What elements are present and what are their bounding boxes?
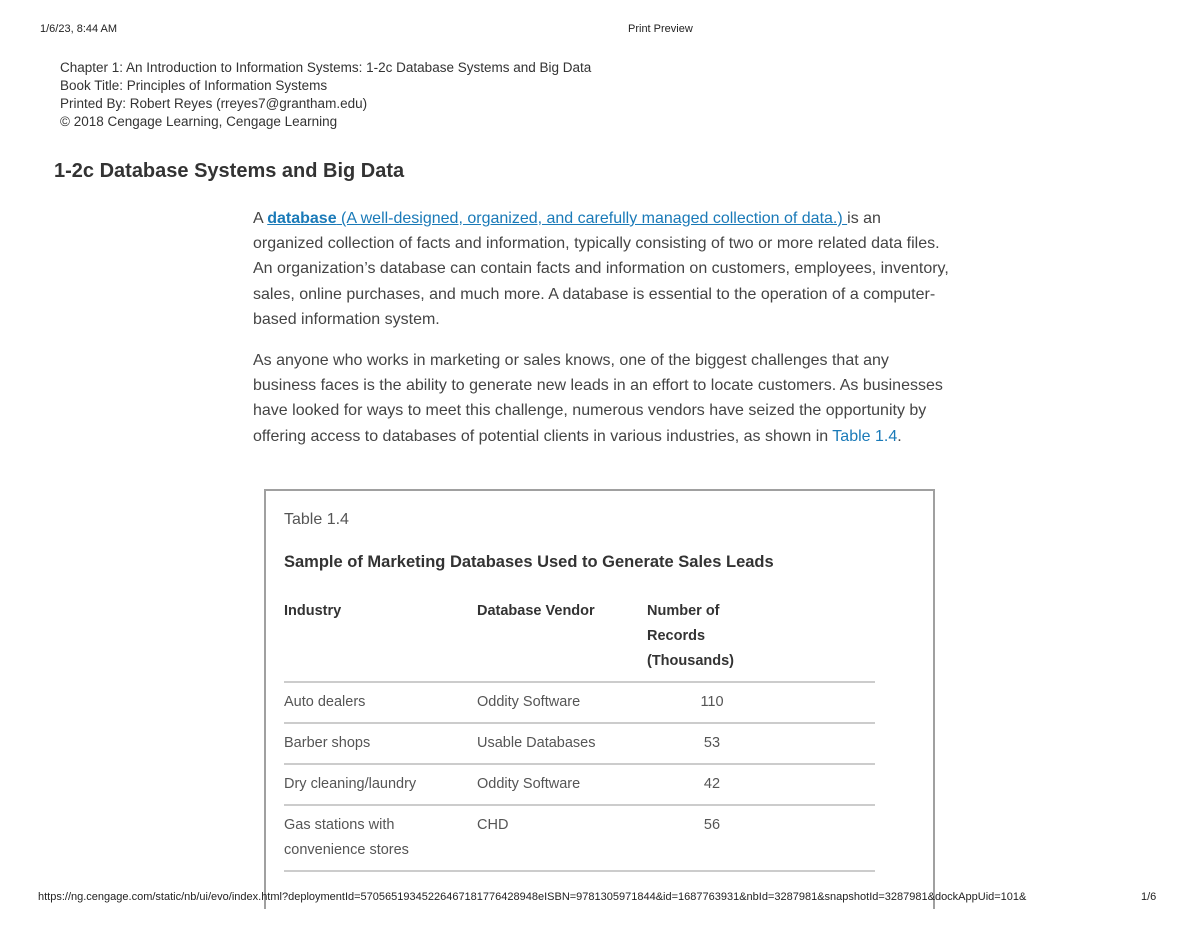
copyright-line: © 2018 Cengage Learning, Cengage Learning [60, 114, 338, 129]
cell-vendor: CHD [477, 805, 647, 871]
table-row [284, 682, 875, 723]
cell-industry: Gas stations with convenience stores [284, 805, 477, 871]
table-header-row [284, 599, 875, 682]
table-label: Table 1.4 [284, 511, 349, 528]
paragraph-end: . [897, 427, 902, 445]
paragraph-leads [253, 348, 953, 449]
chapter-line: Chapter 1: An Introduction to Information Systems: 1-2c Database Systems and Big Data [60, 60, 592, 75]
section-heading: 1-2c Database Systems and Big Data [54, 160, 405, 182]
table-figure [264, 489, 935, 909]
table-reference-link[interactable]: Table 1.4 [832, 427, 898, 445]
print-preview-title: Print Preview [628, 23, 693, 35]
cell-vendor: Oddity Software [477, 764, 647, 805]
header-industry: Industry [284, 599, 477, 682]
table-title: Sample of Marketing Databases Used to Generate Sales Leads [284, 553, 774, 571]
paragraph-body: As anyone who works in marketing or sales knows, one of the biggest challenges that any business faces is the ability to generate new leads in an effort to locate customers. As businesses have looked for ways to meet this challenge, numerous vendors have seized the opportunity by offering access to databases of potential clients in various industries, as shown in [253, 352, 943, 445]
header-spacer [777, 599, 875, 682]
book-title-line: Book Title: Principles of Information Systems [60, 78, 328, 93]
cell-industry: Dry cleaning/laundry [284, 764, 477, 805]
cell-spacer [777, 805, 875, 871]
cell-industry: Barber shops [284, 723, 477, 764]
paragraph-lead: A [253, 210, 268, 227]
cell-industry: Auto dealers [284, 682, 477, 723]
header-database-vendor: Database Vendor [477, 599, 647, 682]
printed-by-line: Printed By: Robert Reyes (rreyes7@grantham.edu) [60, 96, 368, 111]
table-row [284, 723, 875, 764]
print-footer-url: https://ng.cengage.com/static/nb/ui/evo/index.html?deploymentId=57056519345226467181776428948eISBN=9781305971844&id=1687763931&nbId=3287981&snapshotId=3287981&dockAppUid=101& [38, 891, 1027, 903]
cell-spacer [777, 764, 875, 805]
cell-spacer [777, 682, 875, 723]
glossary-definition[interactable]: (A well-designed, organized, and carefully managed collection of data.) [336, 210, 848, 227]
header-number-of-records: Number of Records (Thousands) [647, 599, 777, 682]
document-meta [60, 59, 591, 131]
print-datetime: 1/6/23, 8:44 AM [40, 23, 118, 35]
glossary-term-database[interactable]: database [267, 210, 337, 227]
paragraph-body: is an organized collection of facts and information, typically consisting of two or more related data files. An organization’s database can contain facts and information on customers, employees, inventory, sales, online purchases, and much more. A database is essential to the operation of a computer-based information system. [253, 210, 949, 328]
marketing-databases-table [284, 599, 875, 872]
cell-records: 110 [647, 682, 777, 723]
cell-vendor: Usable Databases [477, 723, 647, 764]
cell-records: 53 [647, 723, 777, 764]
table-row [284, 764, 875, 805]
paragraph-database [253, 206, 953, 332]
table-row [284, 805, 875, 871]
cell-vendor: Oddity Software [477, 682, 647, 723]
cell-records: 42 [647, 764, 777, 805]
cell-spacer [777, 723, 875, 764]
cell-records: 56 [647, 805, 777, 871]
page-number: 1/6 [1141, 891, 1157, 903]
